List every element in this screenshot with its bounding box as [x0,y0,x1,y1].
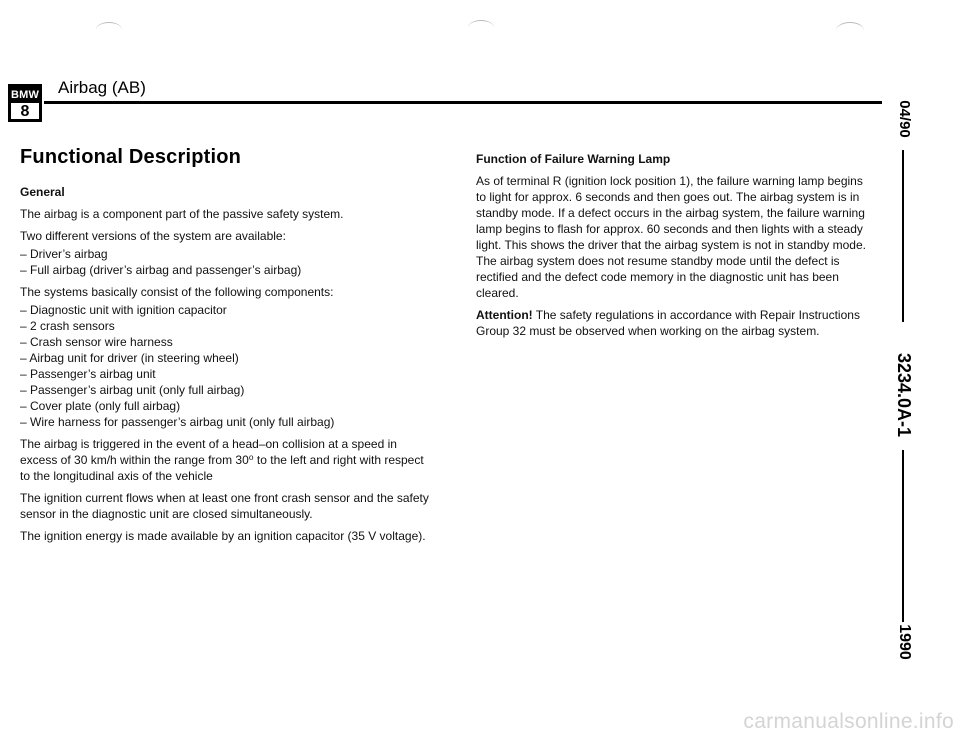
intro-text: The airbag is a component part of the passive safety system. [20,207,344,221]
document-number: 3234.0A-1 [894,352,914,438]
section-title: Functional Description [20,146,242,168]
list-item: – Wire harness for passenger’s airbag unit (only full airbag) [20,415,335,429]
warning-lamp-heading: Function of Failure Warning Lamp [476,152,671,166]
list-item: – Cover plate (only full airbag) [20,399,181,413]
attention-text: The safety regulations in accordance with Repair Instructions Group 32 must be observed when working on the airbag system. [476,308,860,338]
left-column [20,184,430,550]
attention-label: Attention! [476,308,533,322]
bmw-8-logo [8,84,42,122]
right-column [476,151,866,345]
list-item: – Crash sensor wire harness [20,335,173,349]
scan-artifact [468,20,494,35]
margin-rule [902,150,904,322]
logo-series: 8 [20,103,30,120]
versions-intro: Two different versions of the system are available: [20,229,286,243]
general-heading: General [20,185,65,199]
list-item: – Passenger’s airbag unit [20,367,156,381]
trigger-paragraph: The airbag is triggered in the event of a head–on collision at a speed in excess of 30 km/h within the range from 30⁰ to the left and right with respect to the longitudinal axis of the vehicle [20,437,424,483]
current-paragraph: The ignition current flows when at least one front crash sensor and the safety sensor in the diagnostic unit are closed simultaneously. [20,491,429,521]
warning-lamp-paragraph: As of terminal R (ignition lock position 1), the failure warning lamp begins to light for approx. 6 seconds and then goes out. The airbag system is in standby mode. If a defect occurs in the airbag system, the failure warning lamp begins to flash for approx. 60 seconds and then lights with a steady light. This shows the driver that the airbag system is not in standby mode. The airbag system does not resume standby mode until the defect is rectified and the defect code memory in the diagnostic unit has been cleared. [476,174,866,300]
attention-paragraph [476,307,866,339]
list-item: – Airbag unit for driver (in steering wheel) [20,351,239,365]
components-list [20,302,430,430]
list-item: – Full airbag (driver’s airbag and passenger’s airbag) [20,263,302,277]
margin-rule [902,450,904,622]
scan-artifact [836,22,864,39]
header-divider [44,101,882,104]
versions-list [20,246,430,278]
list-item: – Driver’s airbag [20,247,108,261]
energy-paragraph: The ignition energy is made available by an ignition capacitor (35 V voltage). [20,529,426,543]
year-code: 1990 [896,624,913,660]
logo-brand: BMW [11,89,40,101]
list-item: – Passenger’s airbag unit (only full airbag) [20,383,245,397]
list-item: – Diagnostic unit with ignition capacitor [20,303,227,317]
date-code: 04/90 [896,100,913,138]
page-header-title: Airbag (AB) [58,78,146,97]
components-intro: The systems basically consist of the following components: [20,285,334,299]
scan-artifact [96,22,122,37]
watermark: carmanualsonline.info [743,710,954,733]
list-item: – 2 crash sensors [20,319,115,333]
